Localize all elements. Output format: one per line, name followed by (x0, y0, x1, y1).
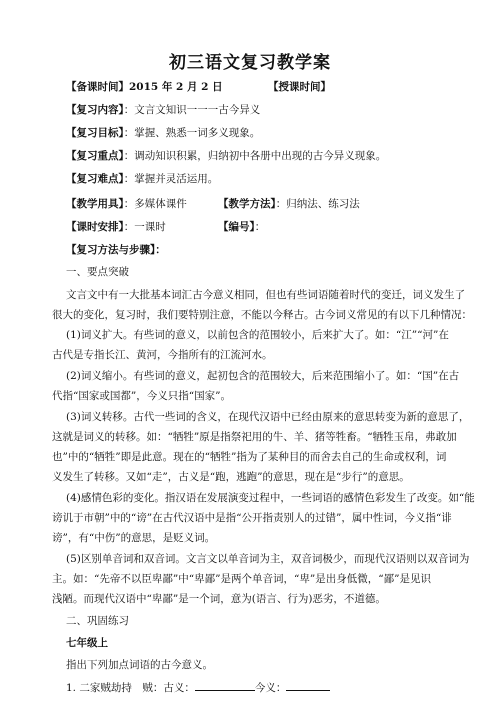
tools-value: ：多媒体课件 (123, 198, 187, 210)
p4-line-1: (4)感情色彩的变化。指汉语在发展演变过程中，一些词语的感情色彩发生了改变。如“能 (66, 492, 475, 504)
page-title: 初三语文复习教学案 (169, 53, 331, 73)
intro-line-2: 很大的变化，复习时，我们要特别注意，不能以今释古。古今词义常见的有以下几种情况： (52, 309, 472, 321)
difficulty-row (66, 172, 218, 186)
exercise-instruction: 指出下列加点词语的古今意义。 (66, 659, 213, 671)
p5-line-3: 浅陋。而现代汉语中“卑鄙”是一个词，意为(语言、行为)恶劣，不道德。 (52, 593, 386, 605)
p3-line-4: 义发生了转移。又如“走”，古义是“跑，逃跑”的意思，现在是“步行”的意思。 (52, 471, 410, 483)
p3-line-3: 也”中的“牺牲”即是此意。现在的“牺牲”指为了某种目的而舍去自己的生命或权利，词 (52, 451, 447, 463)
focus-value: ：调动知识积累，归纳初中各册中出现的古今异义现象。 (123, 150, 387, 162)
p3-line-2: 这就是词义的转移。如：“牺牲”原是指祭祀用的牛、羊、猪等牲畜。“牺牲玉帛，弗敢加 (52, 431, 457, 443)
p4-line-2: 谤讥于市朝”中的“谤”在古代汉语中是指“公开指责别人的过错”，属中性词，今义指“诽 (52, 512, 452, 524)
question-1-mid: 今义： (254, 682, 287, 694)
intro-line-1: 文言文中有一大批基本词汇古今意义相同，但也有些词语随着时代的变迁，词义发生了 (66, 289, 465, 301)
difficulty-label: 【复习难点】 (66, 173, 124, 185)
tools-row (66, 197, 187, 211)
modern-meaning-blank[interactable] (286, 680, 330, 691)
p4-line-3: 谤”，有“中伤”的意思，是贬义词。 (52, 532, 216, 544)
question-1 (66, 680, 330, 695)
number-label: 【编号】 (218, 221, 255, 233)
p5-line-1: (5)区别单音词和双音词。文言文以单音词为主，双音词极少，而现代汉语则以双音词为 (66, 553, 470, 565)
hours-label: 【课时安排】 (66, 221, 124, 233)
prep-time-row (66, 80, 223, 94)
grade-heading: 七年级上 (66, 637, 108, 649)
hours-value: ：一课时 (123, 221, 166, 233)
prep-time-label: 【备课时间】 (66, 81, 129, 93)
p2-line-1: (2)词义缩小。有些词的意义，起初包含的范围较大，后来范围缩小了。如：“国”在古 (66, 370, 460, 382)
goal-row (66, 126, 260, 140)
number-value: ： (254, 221, 266, 233)
content-row (66, 103, 260, 117)
goal-label: 【复习目标】 (66, 127, 124, 139)
number-row (218, 220, 265, 234)
method-label: 【教学方法】 (218, 198, 276, 210)
question-1-text: 1. 二家贼劫持 贼：古义： (66, 682, 195, 694)
method-row (218, 197, 360, 211)
p2-line-2: 代指“国家或国都”，今义只指“国家”。 (52, 390, 231, 402)
content-label: 【复习内容】 (66, 104, 124, 116)
difficulty-value: ：掌握并灵活运用。 (123, 173, 219, 185)
p3-line-1: (3)词义转移。古代一些词的含义，在现代汉语中已经由原来的意思转变为新的意思了， (66, 411, 470, 423)
focus-row (66, 149, 386, 163)
section1-heading: 一、要点突破 (66, 266, 129, 278)
steps-value: ： (155, 244, 166, 256)
focus-label: 【复习重点】 (66, 150, 124, 162)
p1-line-2: 古代是专指长江、黄河，今指所有的江流河水。 (52, 349, 273, 361)
ancient-meaning-blank[interactable] (195, 680, 255, 691)
section2-heading: 二、巩固练习 (66, 615, 129, 627)
content-value: ：文言文知识一一一古今异义 (123, 104, 261, 116)
p1-line-1: (1)词义扩大。有些词的意义，以前包含的范围较小，后来扩大了。如：“江”“河”在 (66, 329, 449, 341)
goal-value: ：掌握、熟悉一词多义现象。 (123, 127, 261, 139)
p5-line-2: 主。如：“先帝不以臣卑鄙”中“卑鄙”是两个单音词，“卑”是出身低微，“鄙”是见识 (52, 573, 431, 585)
method-value: ：归纳法、练习法 (275, 198, 360, 210)
tools-label: 【教学用具】 (66, 198, 124, 210)
steps-label: 【复习方法与步骤】 (66, 244, 156, 256)
hours-row (66, 220, 166, 234)
teach-time-label: 【授课时间】 (268, 81, 331, 93)
steps-row (66, 243, 166, 257)
prep-time-value: 2015 年 2 月 2 日 (129, 81, 223, 93)
